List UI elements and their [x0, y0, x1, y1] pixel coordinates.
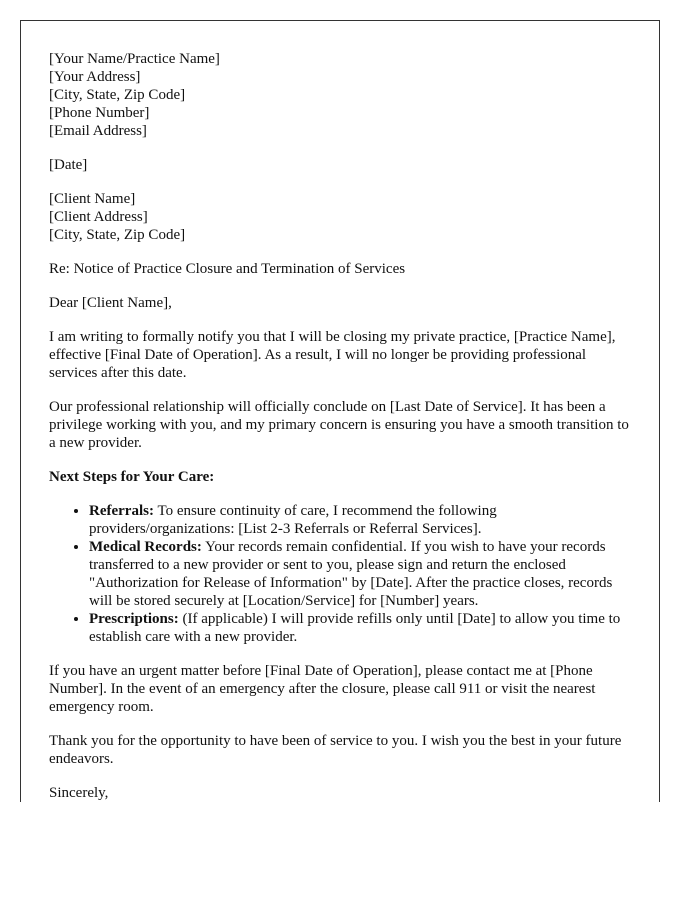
letter-page: [20, 20, 660, 802]
recipient-address: [Client Address]: [49, 209, 148, 225]
recipient-name: [Client Name]: [49, 191, 136, 207]
sender-city-state-zip: [City, State, Zip Code]: [49, 87, 186, 103]
next-steps-list: [49, 502, 631, 646]
recipient-city-state-zip: [City, State, Zip Code]: [49, 227, 186, 243]
body-paragraph-thanks: Thank you for the opportunity to have been of service to you. I wish you the best in your future endeavors.: [49, 733, 622, 767]
list-item-term: Prescriptions:: [89, 611, 179, 627]
signoff: Sincerely,: [49, 785, 109, 801]
body-paragraph-closure: I am writing to formally notify you that I will be closing my private practice, [Practice Name], effective [Final Date of Operation]. As a result, I will no longer be providing professional services after this date.: [49, 329, 616, 381]
date-line: [Date]: [49, 157, 88, 173]
list-item-medical-records: [89, 538, 631, 610]
list-item-referrals: [89, 502, 631, 538]
next-steps-heading: Next Steps for Your Care:: [49, 469, 215, 485]
recipient-block: [49, 190, 631, 244]
salutation: Dear [Client Name],: [49, 295, 172, 311]
sender-block: [49, 50, 631, 140]
sender-phone: [Phone Number]: [49, 105, 150, 121]
list-item-term: Medical Records:: [89, 539, 202, 555]
list-item-prescriptions: [89, 610, 631, 646]
list-item-term: Referrals:: [89, 503, 154, 519]
body-paragraph-relationship: Our professional relationship will officially conclude on [Last Date of Service]. It has been a privilege working with you, and my primary concern is ensuring you have a smooth transition to a new provider.: [49, 399, 629, 451]
list-item-text: To ensure continuity of care, I recommend the following providers/organizations: [List 2-3 Referrals or Referral Services].: [89, 503, 497, 537]
sender-address: [Your Address]: [49, 69, 141, 85]
sender-email: [Email Address]: [49, 123, 147, 139]
list-item-text: (If applicable) I will provide refills only until [Date] to allow you time to establish care with a new provider.: [89, 611, 621, 645]
subject-line: Re: Notice of Practice Closure and Termination of Services: [49, 261, 406, 277]
list-item-text: Your records remain confidential. If you wish to have your records transferred to a new provider or sent to you, please sign and return the enclosed "Authorization for Release of Information" by [Date]. After the practice closes, records will be stored securely at [Location/Service] for [Number] years.: [89, 539, 613, 609]
sender-name: [Your Name/Practice Name]: [49, 51, 220, 67]
body-paragraph-urgent: If you have an urgent matter before [Final Date of Operation], please contact me at [Phone Number]. In the event of an emergency after the closure, please call 911 or visit the nearest emergency room.: [49, 663, 596, 715]
